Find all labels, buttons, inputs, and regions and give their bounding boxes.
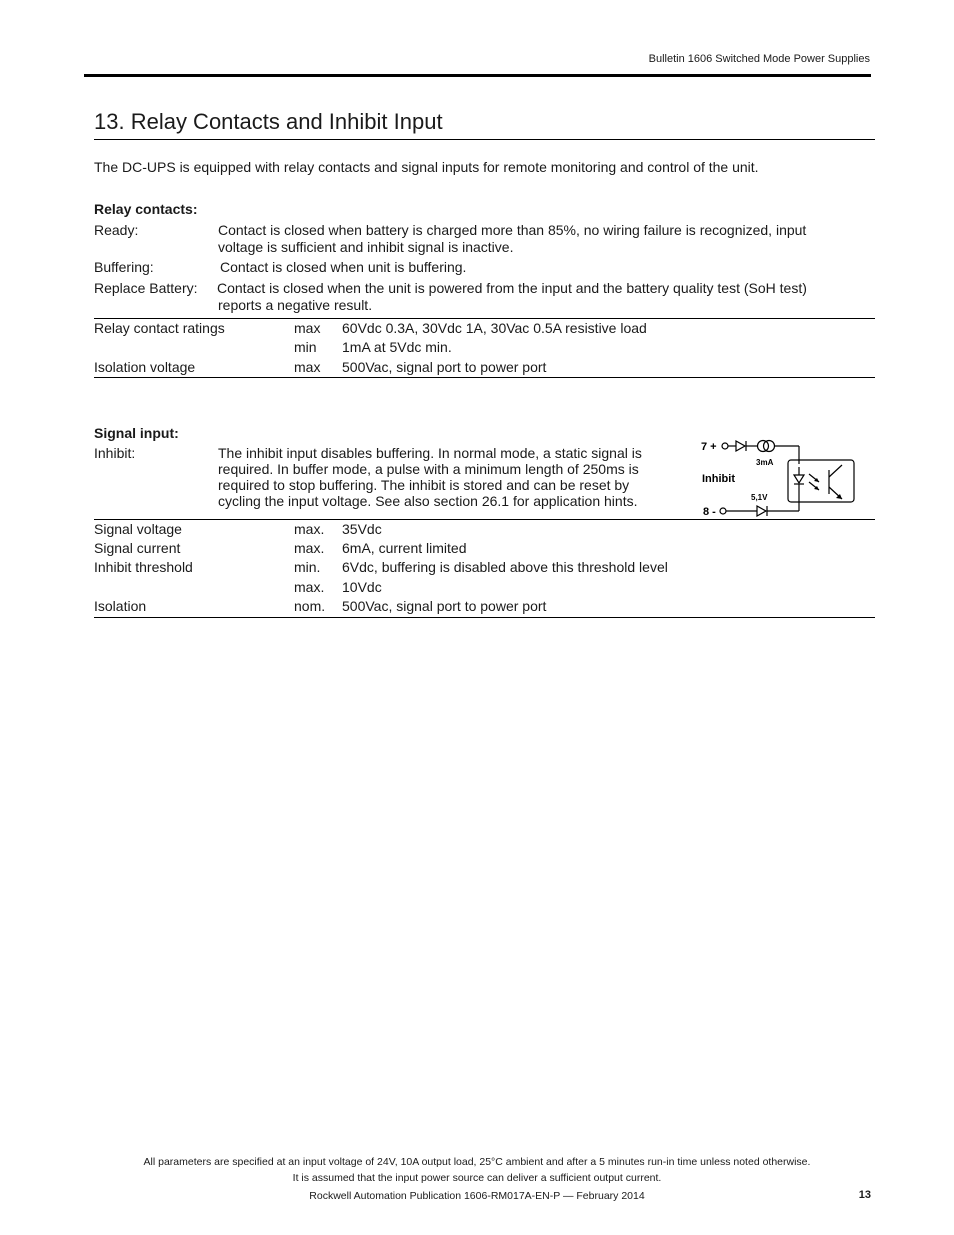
header-rule [84, 74, 871, 77]
relay-ready-desc-line2: voltage is sufficient and inhibit signal is inactive. [218, 239, 514, 255]
relay-spec-name: Isolation voltage [94, 359, 196, 375]
relay-buffering-desc: Contact is closed when unit is buffering. [220, 259, 467, 275]
relay-spec-table-top-rule [94, 318, 875, 319]
signal-spec-qualifier: max. [294, 521, 325, 537]
signal-spec-value: 35Vdc [342, 521, 382, 537]
signal-spec-value: 500Vac, signal port to power port [342, 598, 547, 614]
diagram-current-label: 3mA [756, 458, 774, 467]
signal-spec-value: 6Vdc, buffering is disabled above this threshold level [342, 559, 668, 575]
pin-minus-label: 8 - [703, 506, 716, 518]
diagram-voltage-label: 5,1V [751, 493, 768, 502]
intro-paragraph: The DC-UPS is equipped with relay contacts and signal inputs for remote monitoring and control of the unit. [94, 159, 759, 175]
diagram-inhibit-label: Inhibit [702, 473, 735, 485]
inhibit-label: Inhibit: [94, 445, 136, 461]
footer-power-note: It is assumed that the input power source can deliver a sufficient output current. [292, 1172, 662, 1184]
signal-spec-value: 6mA, current limited [342, 540, 467, 556]
inhibit-desc-line2: required. In buffer mode, a pulse with a minimum length of 250ms is [218, 461, 639, 477]
relay-buffering-label: Buffering: [94, 259, 154, 275]
relay-spec-qualifier: max [294, 320, 321, 336]
relay-ready-label: Ready: [94, 222, 139, 238]
relay-contacts-heading: Relay contacts: [94, 201, 198, 217]
inhibit-circuit-diagram [690, 432, 870, 522]
signal-spec-qualifier: max. [294, 540, 325, 556]
section-title-rule [94, 139, 875, 140]
bulletin-header: Bulletin 1606 Switched Mode Power Supplies [648, 53, 870, 65]
signal-spec-name: Signal voltage [94, 521, 182, 537]
pin-plus-label: 7 + [701, 441, 717, 453]
relay-replace-battery-label: Replace Battery: [94, 280, 198, 296]
footer-publication: Rockwell Automation Publication 1606-RM017A-EN-P — February 2014 [309, 1190, 645, 1202]
signal-spec-value: 10Vdc [342, 579, 382, 595]
section-title: 13. Relay Contacts and Inhibit Input [94, 109, 443, 134]
relay-spec-qualifier: max [294, 359, 321, 375]
relay-replace-battery-desc-line1: Contact is closed when the unit is powered from the input and the battery quality test (SoH test) [217, 280, 807, 296]
signal-spec-table-top-rule [94, 519, 875, 520]
relay-spec-name: Relay contact ratings [94, 320, 225, 336]
page-number: 13 [858, 1189, 871, 1201]
footer-conditions-note: All parameters are specified at an input voltage of 24V, 10A output load, 25°C ambient and after a 5 minutes run-in time unless noted otherwise. [143, 1156, 811, 1168]
inhibit-desc-line4: cycling the input voltage. See also section 26.1 for application hints. [218, 493, 638, 509]
signal-spec-qualifier: nom. [294, 598, 326, 614]
signal-spec-name: Isolation [94, 598, 147, 614]
signal-spec-table-bottom-rule [94, 617, 875, 618]
relay-spec-qualifier: min [294, 339, 317, 355]
signal-spec-name: Inhibit threshold [94, 559, 193, 575]
signal-input-heading: Signal input: [94, 425, 179, 441]
signal-spec-qualifier: min. [294, 559, 321, 575]
relay-spec-table-bottom-rule [94, 377, 875, 378]
signal-spec-name: Signal current [94, 540, 181, 556]
relay-spec-value: 60Vdc 0.3A, 30Vdc 1A, 30Vac 0.5A resistive load [342, 320, 647, 336]
relay-replace-battery-desc-line2: reports a negative result. [218, 297, 373, 313]
inhibit-desc-line3: required to stop buffering. The inhibit is stored and can be reset by [218, 477, 630, 493]
relay-ready-desc-line1: Contact is closed when battery is charged more than 85%, no wiring failure is recognized, input [218, 222, 807, 238]
relay-spec-value: 1mA at 5Vdc min. [342, 339, 452, 355]
relay-spec-value: 500Vac, signal port to power port [342, 359, 547, 375]
inhibit-desc-line1: The inhibit input disables buffering. In normal mode, a static signal is [218, 445, 642, 461]
signal-spec-qualifier: max. [294, 579, 325, 595]
